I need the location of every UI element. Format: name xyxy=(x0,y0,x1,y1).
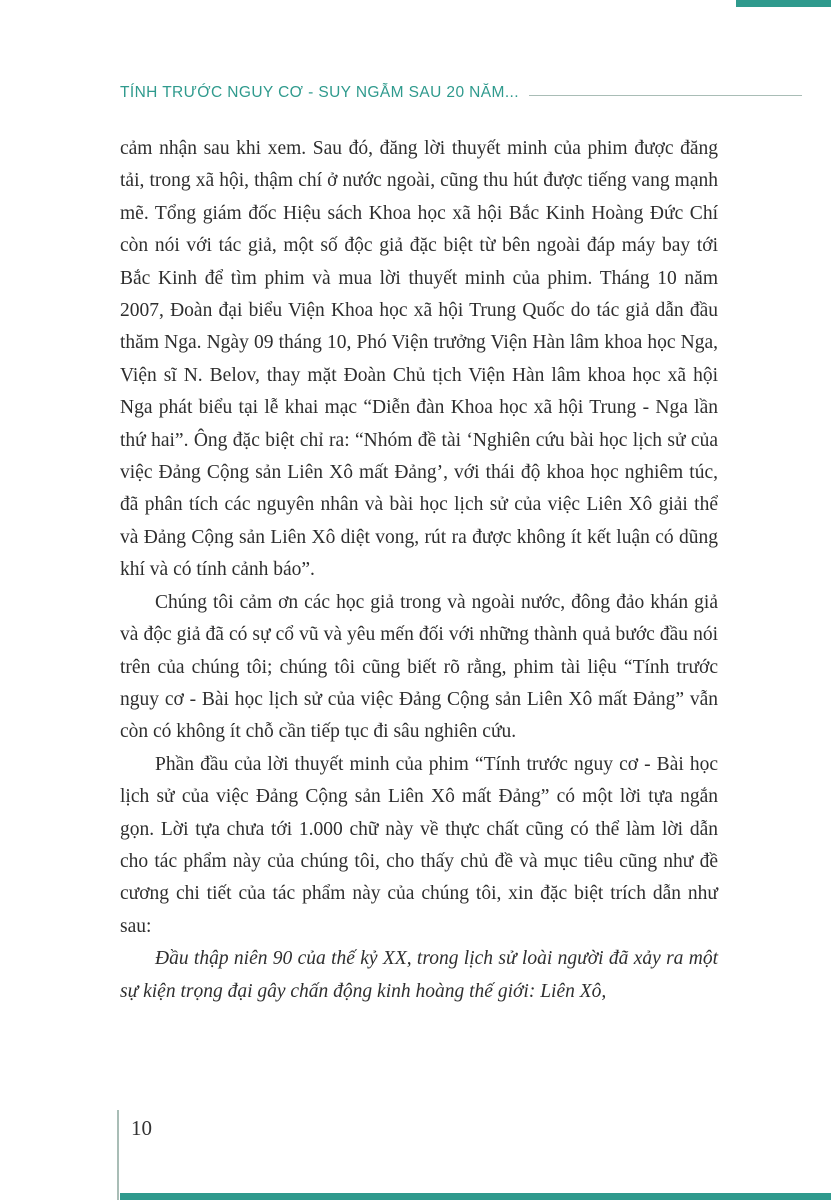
paragraph: Phần đầu của lời thuyết minh của phim “Tính trước nguy cơ - Bài học lịch sử của việc Đảng Cộng sản Liên Xô mất Đảng” có một lời tựa ngắn gọn. Lời tựa chưa tới 1.000 chữ này về thực chất cũng có thể làm lời dẫn cho tác phẩm này của chúng tôi, cho thấy chủ đề và mục tiêu cũng như đề cương chi tiết của tác phẩm này của chúng tôi, xin đặc biệt trích dẫn như sau: xyxy=(120,753,718,937)
header-rule xyxy=(529,95,802,96)
running-header xyxy=(120,84,802,102)
paragraph-continuation: cảm nhận sau khi xem. Sau đó, đăng lời thuyết minh của phim được đăng tải, trong xã hội, thậm chí ở nước ngoài, cũng thu hút được tiếng vang mạnh mẽ. Tổng giám đốc Hiệu sách Khoa học xã hội Bắc Kinh Hoàng Đức Chí còn nói với tác giả, một số độc giả đặc biệt từ bên ngoài đáp máy bay tới Bắc Kinh để tìm phim và mua lời thuyết minh của phim. Tháng 10 năm 2007, Đoàn đại biểu Viện Khoa học xã hội Trung Quốc do tác giả dẫn đầu thăm Nga. Ngày 09 tháng 10, Phó Viện trưởng Viện Hàn lâm khoa học Nga, Viện sĩ N. Belov, thay mặt Đoàn Chủ tịch Viện Hàn lâm khoa học xã hội Nga phát biểu tại lễ khai mạc “Diễn đàn Khoa học xã hội Trung - Nga lần thứ hai”. Ông đặc biệt chỉ ra: “Nhóm đề tài ‘Nghiên cứu bài học lịch sử của việc Đảng Cộng sản Liên Xô mất Đảng’, với thái độ khoa học nghiêm túc, đã phân tích các nguyên nhân và bài học lịch sử của việc Liên Xô giải thể và Đảng Cộng sản Liên Xô diệt vong, rút ra được không ít kết luận có dũng khí và có tính cảnh báo”. xyxy=(120,138,718,581)
bottom-accent-bar xyxy=(120,1193,831,1200)
paragraph-quoted-preface: Đầu thập niên 90 của thế kỷ XX, trong lịch sử loài người đã xảy ra một sự kiện trọng đại gây chấn động kinh hoàng thế giới: Liên Xô, xyxy=(120,948,718,1002)
running-header-title: TÍNH TRƯỚC NGUY CƠ - SUY NGẪM SAU 20 NĂM... xyxy=(120,84,519,101)
body-text-block xyxy=(120,133,718,1008)
paragraph: Chúng tôi cảm ơn các học giả trong và ngoài nước, đông đảo khán giả và độc giả đã có sự cổ vũ và yêu mến đối với những thành quả bước đầu nói trên của chúng tôi; chúng tôi cũng biết rõ rằng, phim tài liệu “Tính trước nguy cơ - Bài học lịch sử của việc Đảng Cộng sản Liên Xô mất Đảng” vẫn còn có không ít chỗ cần tiếp tục đi sâu nghiên cứu. xyxy=(120,591,718,743)
page-number: 10 xyxy=(131,1116,152,1140)
top-accent-bar xyxy=(736,0,831,7)
footer-vertical-rule xyxy=(117,1110,119,1200)
